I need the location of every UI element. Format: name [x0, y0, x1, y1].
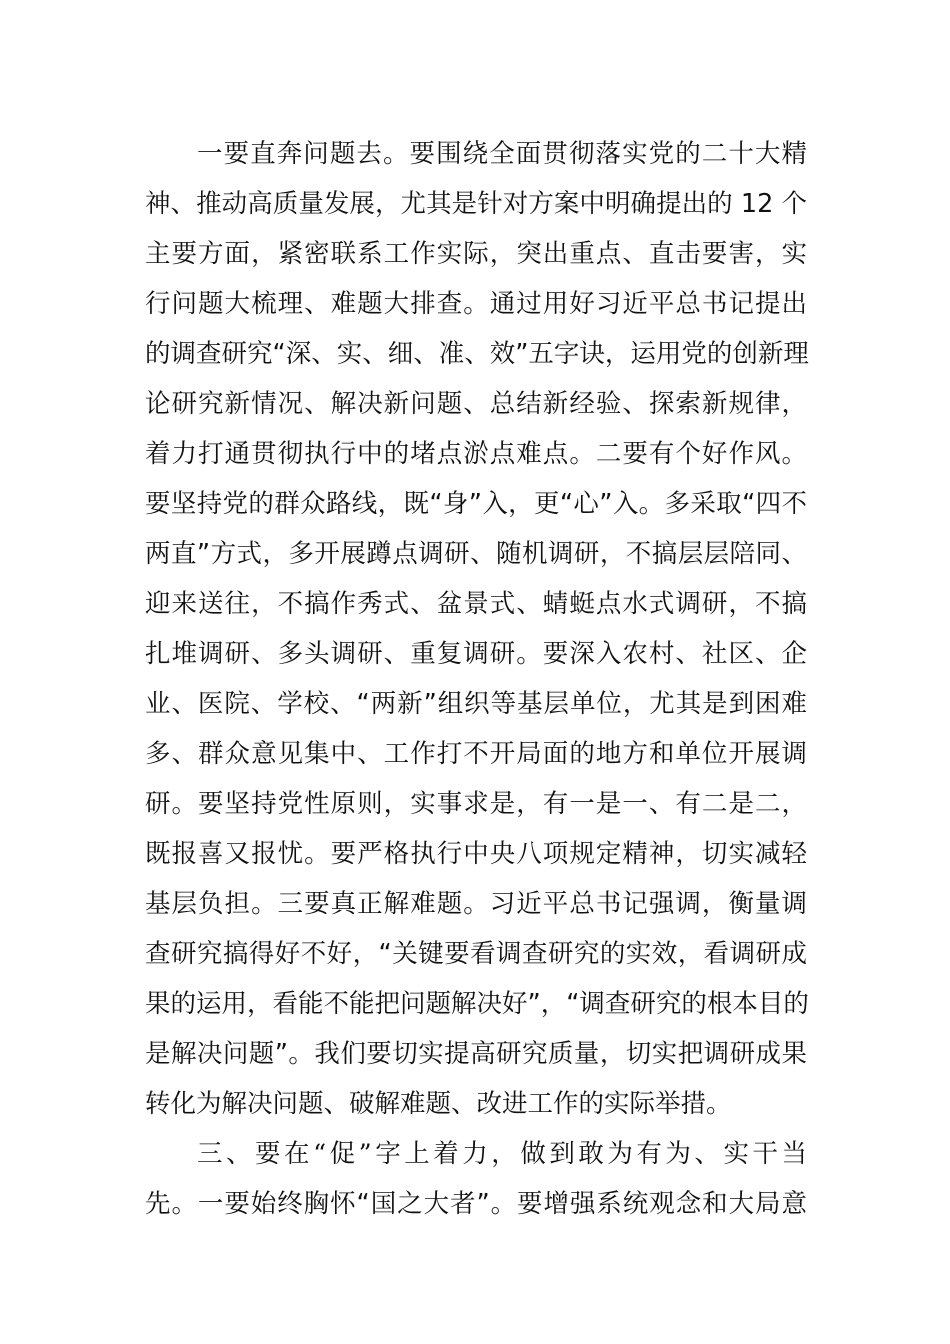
text-line: 主要方面，紧密联系工作实际，突出重点、直击要害，实: [145, 239, 807, 269]
text-line: 查研究搞得好不好，“关键要看调查研究的实效，看调研成: [145, 939, 807, 969]
text-line: 多、群众意见集中、工作打不开局面的地方和单位开展调: [145, 739, 807, 769]
text-line: 论研究新情况、解决新问题、总结新经验、探索新规律，: [145, 389, 807, 419]
paragraph-research-requirements: [145, 129, 807, 1129]
text-line: 是解决问题”。我们要切实提高研究质量，切实把调研成果: [145, 1039, 807, 1069]
text-line: 业、医院、学校、“两新”组织等基层单位，尤其是到困难: [145, 689, 807, 719]
text-line: 行问题大梳理、难题大排查。通过用好习近平总书记提出: [145, 289, 807, 319]
text-line: 两直”方式，多开展蹲点调研、随机调研，不搞层层陪同、: [145, 539, 807, 569]
text-line: 一要直奔问题去。要围绕全面贯彻落实党的二十大精: [197, 139, 807, 169]
text-line: 果的运用，看能不能把问题解决好”，“调查研究的根本目的: [145, 989, 809, 1019]
paragraph-section-three: [145, 1129, 807, 1229]
text-line: 基层负担。三要真正解难题。习近平总书记强调，衡量调: [145, 889, 807, 919]
text-line: 迎来送往，不搞作秀式、盆景式、蜻蜓点水式调研，不搞: [145, 589, 807, 619]
text-line: 的调查研究“深、实、细、准、效”五字诀，运用党的创新理: [145, 339, 809, 369]
text-line: 转化为解决问题、破解难题、改进工作的实际举措。: [145, 1089, 732, 1119]
text-line: 先。一要始终胸怀“国之大者”。要增强系统观念和大局意: [145, 1189, 807, 1219]
section-heading-line: 三、要在“促”字上着力，做到敢为有为、实干当: [197, 1139, 807, 1169]
text-line: 着力打通贯彻执行中的堵点淤点难点。二要有个好作风。: [145, 439, 807, 469]
text-line: 扎堆调研、多头调研、重复调研。要深入农村、社区、企: [145, 639, 807, 669]
text-line: 既报喜又报忧。要严格执行中央八项规定精神，切实减轻: [145, 839, 807, 869]
text-line: 研。要坚持党性原则，实事求是，有一是一、有二是二，: [145, 789, 807, 819]
text-line: 要坚持党的群众路线，既“身”入，更“心”入。多采取“四不: [145, 489, 807, 519]
document-page: [145, 129, 807, 1229]
text-line: 神、推动高质量发展，尤其是针对方案中明确提出的 12 个: [145, 189, 807, 219]
